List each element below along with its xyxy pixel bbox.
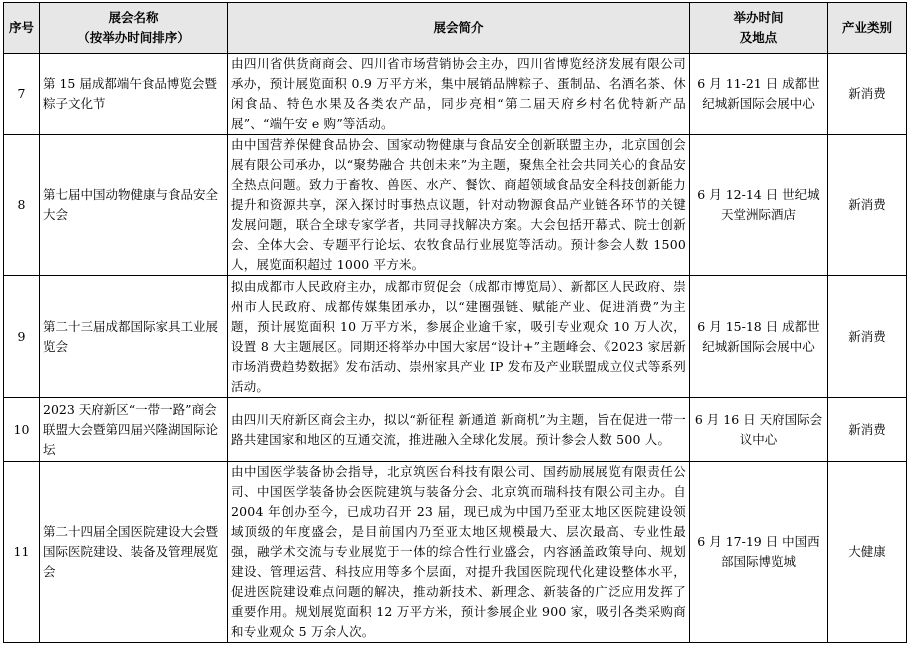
header-name — [40, 3, 228, 54]
table-row — [4, 276, 907, 398]
header-time — [690, 3, 828, 54]
row-time: 6 月 16 日 天府国际会议中心 — [690, 398, 828, 462]
header-name-line1: 展会名称 — [108, 10, 159, 25]
row-no: 11 — [4, 462, 40, 643]
row-time: 6 月 15-18 日 成都世纪城新国际会展中心 — [690, 276, 828, 398]
row-no: 7 — [4, 54, 40, 135]
header-no: 序号 — [4, 3, 40, 54]
row-desc: 拟由成都市人民政府主办，成都市贸促会（成都市博览局）、新都区人民政府、崇州市人民政府、成都传媒集团承办，以“建圈强链、赋能产业、促进消费”为主题，预计展览面积 10 万平方米，参展企业逾千家，吸引专业观众 10 万人次，设置 8 大主题展区。同期还将举办中国大家居“设计+”主题峰会、《2023 家居新市场消费趋势数据》发布活动、崇州家具产业 IP 发布及产业联盟成立仪式等系列活动。 — [228, 276, 690, 398]
exhibition-table — [3, 2, 907, 643]
row-time: 6 月 12-14 日 世纪城天堂洲际酒店 — [690, 135, 828, 276]
row-name: 2023 天府新区“一带一路”商会联盟大会暨第四届兴隆湖国际论坛 — [40, 398, 228, 462]
row-category: 新消费 — [828, 54, 907, 135]
row-time: 6 月 11-21 日 成都世纪城新国际会展中心 — [690, 54, 828, 135]
row-name: 第二十三届成都国际家具工业展览会 — [40, 276, 228, 398]
row-name: 第二十四届全国医院建设大会暨国际医院建设、装备及管理展览会 — [40, 462, 228, 643]
table-row — [4, 462, 907, 643]
row-desc: 由中国营养保健食品协会、国家动物健康与食品安全创新联盟主办，北京国创会展有限公司承办，以“聚势融合 共创未来”为主题，聚焦全社会共同关心的食品安全热点问题。致力于畜牧、兽医、水产、餐饮、商超领域食品安全科技创新能力提升和资源共享，深入探讨时事热点议题，针对动物源食品产业链各环节的关键发展问题，联合全球专家学者，共同寻找解决方案。大会包括开幕式、院士创新会、全体大会、专题平行论坛、农牧食品行业展览等活动。预计参会人数 1500 人，展览面积超过 1000 平方米。 — [228, 135, 690, 276]
table-row — [4, 54, 907, 135]
header-time-line2: 及地点 — [739, 30, 778, 45]
row-desc: 由中国医学装备协会指导，北京筑医台科技有限公司、国药励展展览有限责任公司、中国医学装备协会医院建筑与装备分会、北京筑而瑞科技有限公司主办。自 2004 年创办至今，已成功召开 23 届，现已成为中国乃至亚太地区医院建设领域顶级的年度盛会，是目前国内乃至亚太地区规模最大、层次最高、专业性最强，融学术交流与专业展览于一体的综合性行业盛会，内容涵盖政策导向、规划建设、管理运营、科技应用等多个层面，对提升我国医院现代化建设整体水平，促进医院建设难点问题的解决，推动新技术、新理念、新装备的广泛应用发挥了重要作用。规划展览面积 12 万平方米，预计参展企业 900 家，吸引各类采购商和专业观众 5 万余人次。 — [228, 462, 690, 643]
header-desc: 展会简介 — [228, 3, 690, 54]
table-row — [4, 135, 907, 276]
table-row — [4, 398, 907, 462]
row-name: 第七届中国动物健康与食品安全大会 — [40, 135, 228, 276]
row-desc: 由四川省供货商商会、四川省市场营销协会主办，四川省博览经济发展有限公司承办，预计展览面积 0.9 万平方米，集中展销品牌粽子、蛋制品、名酒名茶、休闲食品、特色水果及各类农产品，同步亮相“第二届天府乡村名优特新产品展”、“端午安 e 购”等活动。 — [228, 54, 690, 135]
header-name-line2: （按举办时间排序） — [77, 30, 190, 45]
table-header-row — [4, 3, 907, 54]
row-category: 新消费 — [828, 398, 907, 462]
row-category: 新消费 — [828, 276, 907, 398]
row-name: 第 15 届成都端午食品博览会暨粽子文化节 — [40, 54, 228, 135]
row-no: 10 — [4, 398, 40, 462]
row-category: 大健康 — [828, 462, 907, 643]
row-no: 8 — [4, 135, 40, 276]
row-category: 新消费 — [828, 135, 907, 276]
header-category: 产业类别 — [828, 3, 907, 54]
header-time-line1: 举办时间 — [733, 10, 784, 25]
row-no: 9 — [4, 276, 40, 398]
row-time: 6 月 17-19 日 中国西部国际博览城 — [690, 462, 828, 643]
row-desc: 由四川天府新区商会主办，拟以“新征程 新通道 新商机”为主题，旨在促进一带一路共建国家和地区的互通交流，推进融入全球化发展。预计参会人数 500 人。 — [228, 398, 690, 462]
